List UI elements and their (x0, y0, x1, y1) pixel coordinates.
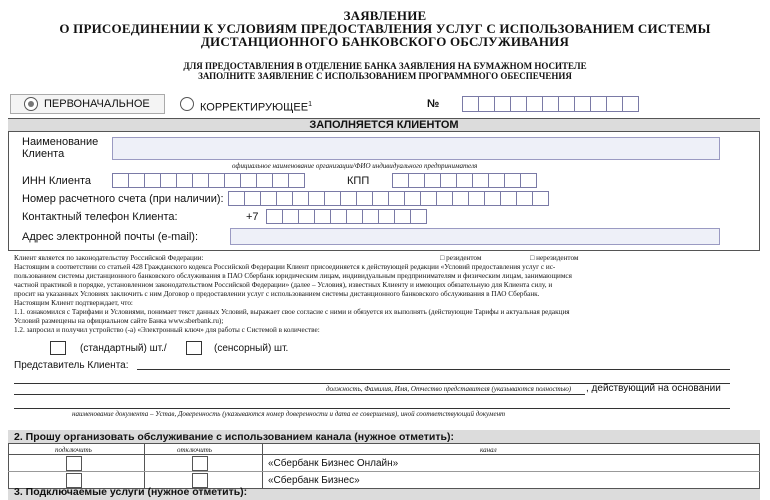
kpp-cell[interactable] (424, 173, 441, 188)
terms-line-7: Условий размещены на официальном сайте Банка www.sberbank.ru); (14, 317, 224, 325)
kpp-cell[interactable] (504, 173, 521, 188)
number-cell[interactable] (542, 96, 559, 112)
client-section-band: ЗАПОЛНЯЕТСЯ КЛИЕНТОМ (8, 118, 760, 132)
col-divider-2 (262, 444, 263, 494)
terms-line-3: частной практикой в порядке, установленном законодательством Российской Федерации» (далее – Условия), известных Клиенту и имеющих обязательную для Клиента силу, и (14, 281, 553, 289)
number-cell[interactable] (590, 96, 607, 112)
col-channel: канал (480, 446, 497, 454)
number-cells[interactable] (462, 96, 639, 112)
number-cell[interactable] (558, 96, 575, 112)
kpp-cell[interactable] (408, 173, 425, 188)
account-cell[interactable] (420, 191, 437, 206)
resident-intro: Клиент является по законодательству Российской Федерации: (14, 254, 204, 262)
terms-line-8: 1.2. запросил и получил устройство (-а) «Электронный ключ» для работы с Системой в количестве: (14, 326, 320, 334)
inn-cell[interactable] (176, 173, 193, 188)
account-label: Номер расчетного счета (при наличии): (22, 193, 224, 205)
sensor-key-count[interactable] (186, 341, 202, 355)
phone-cell[interactable] (282, 209, 299, 224)
connect-checkbox-online[interactable] (66, 456, 82, 471)
kpp-cell[interactable] (392, 173, 409, 188)
col-connect: подключить (55, 446, 92, 454)
form-title-line-2: О ПРИСОЕДИНЕНИИ К УСЛОВИЯМ ПРЕДОСТАВЛЕНИЯ УСЛУГ С ИСПОЛЬЗОВАНИЕМ СИСТЕМЫ (59, 21, 711, 36)
terms-line-1: Настоящим в соответствии со статьей 428 Гражданского кодекса Российской Федерации Клиент присоединяется к действующей редакции «Условий предоставления услуг с ис- (14, 263, 556, 271)
disconnect-checkbox-online[interactable] (192, 456, 208, 471)
terms-line-6: 1.1. ознакомился с Тарифами и Условиями, понимает текст данных Условий, выражает свое согласие с ними и обязуется их выполнять (действующие Тарифы и актуальная редакция (14, 308, 570, 316)
number-cell[interactable] (494, 96, 511, 112)
account-cells[interactable] (228, 191, 549, 206)
phone-cell[interactable] (298, 209, 315, 224)
phone-cell[interactable] (314, 209, 331, 224)
form-subtitle-1: ДЛЯ ПРЕДОСТАВЛЕНИЯ В ОТДЕЛЕНИЕ БАНКА ЗАЯВЛЕНИЯ НА БУМАЖНОМ НОСИТЕЛЕ (183, 61, 587, 71)
form-title: ЗАЯВЛЕНИЕ (343, 8, 427, 23)
acting-label: , действующий на основании (586, 383, 721, 394)
representative-caption: должность, Фамилия, Имя, Отчество представителя (указываются полностью) (326, 385, 572, 393)
statement-type-row (10, 94, 760, 118)
kpp-cell[interactable] (520, 173, 537, 188)
account-cell[interactable] (532, 191, 549, 206)
number-cell[interactable] (478, 96, 495, 112)
phone-cell[interactable] (378, 209, 395, 224)
phone-cell[interactable] (330, 209, 347, 224)
account-cell[interactable] (276, 191, 293, 206)
phone-cell[interactable] (346, 209, 363, 224)
account-cell[interactable] (308, 191, 325, 206)
inn-cell[interactable] (256, 173, 273, 188)
kpp-label: КПП (347, 175, 370, 187)
phone-cell[interactable] (410, 209, 427, 224)
account-cell[interactable] (468, 191, 485, 206)
standard-key-label: (стандартный) шт./ (80, 343, 167, 354)
number-cell[interactable] (574, 96, 591, 112)
terms-line-4: просит на указанных Условиях заключить с ним Договор о предоставлении услуг с использованием системы дистанционного банковского обслуживания в ПАО Сбербанк. (14, 290, 540, 298)
inn-cell[interactable] (192, 173, 209, 188)
representative-field[interactable] (137, 358, 730, 370)
resident-option[interactable]: □ резидентом (440, 254, 482, 262)
document-caption: наименование документа – Устав, Доверенность (указываются номер доверенности и дата ее совершения), иной соответствующий документ (72, 410, 506, 418)
inn-cell[interactable] (128, 173, 145, 188)
representative-label: Представитель Клиента: (14, 360, 129, 371)
phone-cell[interactable] (266, 209, 283, 224)
phone-cells[interactable] (266, 209, 427, 224)
account-cell[interactable] (516, 191, 533, 206)
account-cell[interactable] (244, 191, 261, 206)
account-cell[interactable] (260, 191, 277, 206)
inn-cell[interactable] (288, 173, 305, 188)
number-cell[interactable] (606, 96, 623, 112)
phone-label: Контактный телефон Клиента: (22, 211, 178, 223)
kpp-cell[interactable] (472, 173, 489, 188)
account-cell[interactable] (436, 191, 453, 206)
account-cell[interactable] (500, 191, 517, 206)
correcting-radio[interactable] (180, 97, 194, 111)
account-cell[interactable] (292, 191, 309, 206)
correcting-label: КОРРЕКТИРУЮЩЕЕ$^1$ (200, 101, 312, 114)
account-cell[interactable] (404, 191, 421, 206)
client-name-caption: официальное наименование организации/ФИО индивидуального предпринимателя (232, 162, 478, 170)
email-label: Адрес электронной почты (e-mail): (22, 231, 199, 243)
section-2-title: 2. Прошу организовать обслуживание с использованием канала (нужное отметить): (14, 431, 454, 443)
email-field[interactable] (230, 228, 720, 245)
inn-cell[interactable] (208, 173, 225, 188)
account-cell[interactable] (340, 191, 357, 206)
terms-line-5: Настоящим Клиент подтверждает, что: (14, 299, 133, 307)
account-cell[interactable] (356, 191, 373, 206)
terms-line-2: пользованием системы дистанционного банковского обслуживания в ПАО Сбербанк юридическим лицам, индивидуальным предпринимателям и физическим лицам, занимающимся (14, 272, 572, 280)
initial-radio[interactable] (24, 97, 38, 111)
account-cell[interactable] (484, 191, 501, 206)
account-cell[interactable] (324, 191, 341, 206)
inn-label: ИНН Клиента (22, 175, 92, 187)
standard-key-count[interactable] (50, 341, 66, 355)
channel-online: «Сбербанк Бизнес Онлайн» (268, 458, 399, 469)
inn-cell[interactable] (144, 173, 161, 188)
number-cell[interactable] (510, 96, 527, 112)
inn-cell[interactable] (272, 173, 289, 188)
inn-cells[interactable] (112, 173, 305, 188)
inn-cell[interactable] (240, 173, 257, 188)
inn-cell[interactable] (224, 173, 241, 188)
section-3-title: 3. Подключаемые услуги (нужное отметить): (14, 486, 248, 498)
kpp-cells[interactable] (392, 173, 537, 188)
section-2-header-row (8, 444, 760, 455)
channel-business: «Сбербанк Бизнес» (268, 475, 360, 486)
client-name-field[interactable] (112, 137, 720, 160)
col-disconnect: отключить (177, 446, 212, 454)
form-subtitle-2: ЗАПОЛНИТЕ ЗАЯВЛЕНИЕ С ИСПОЛЬЗОВАНИЕМ ПРОГРАММНОГО ОБЕСПЕЧЕНИЯ (198, 71, 572, 81)
nonresident-option[interactable]: □ нерезидентом (530, 254, 579, 262)
kpp-cell[interactable] (456, 173, 473, 188)
account-cell[interactable] (228, 191, 245, 206)
number-cell[interactable] (622, 96, 639, 112)
initial-label: ПЕРВОНАЧАЛЬНОЕ (44, 98, 150, 110)
phone-cell[interactable] (362, 209, 379, 224)
account-cell[interactable] (452, 191, 469, 206)
number-label: № (427, 98, 440, 110)
account-cell[interactable] (372, 191, 389, 206)
basis-field[interactable] (14, 383, 585, 395)
sensor-key-label: (сенсорный) шт. (214, 343, 289, 354)
basis-field-2[interactable] (14, 397, 730, 409)
account-cell[interactable] (388, 191, 405, 206)
kpp-cell[interactable] (440, 173, 457, 188)
phone-cell[interactable] (394, 209, 411, 224)
number-cell[interactable] (526, 96, 543, 112)
inn-cell[interactable] (160, 173, 177, 188)
inn-cell[interactable] (112, 173, 129, 188)
client-name-label-1: Наименование (22, 136, 99, 148)
row-divider (8, 471, 760, 472)
number-cell[interactable] (462, 96, 479, 112)
form-title-line-3: ДИСТАНЦИОННОГО БАНКОВСКОГО ОБСЛУЖИВАНИЯ (200, 34, 570, 49)
client-name-label-2: Клиента (22, 148, 65, 160)
phone-prefix: +7 (246, 211, 259, 223)
kpp-cell[interactable] (488, 173, 505, 188)
